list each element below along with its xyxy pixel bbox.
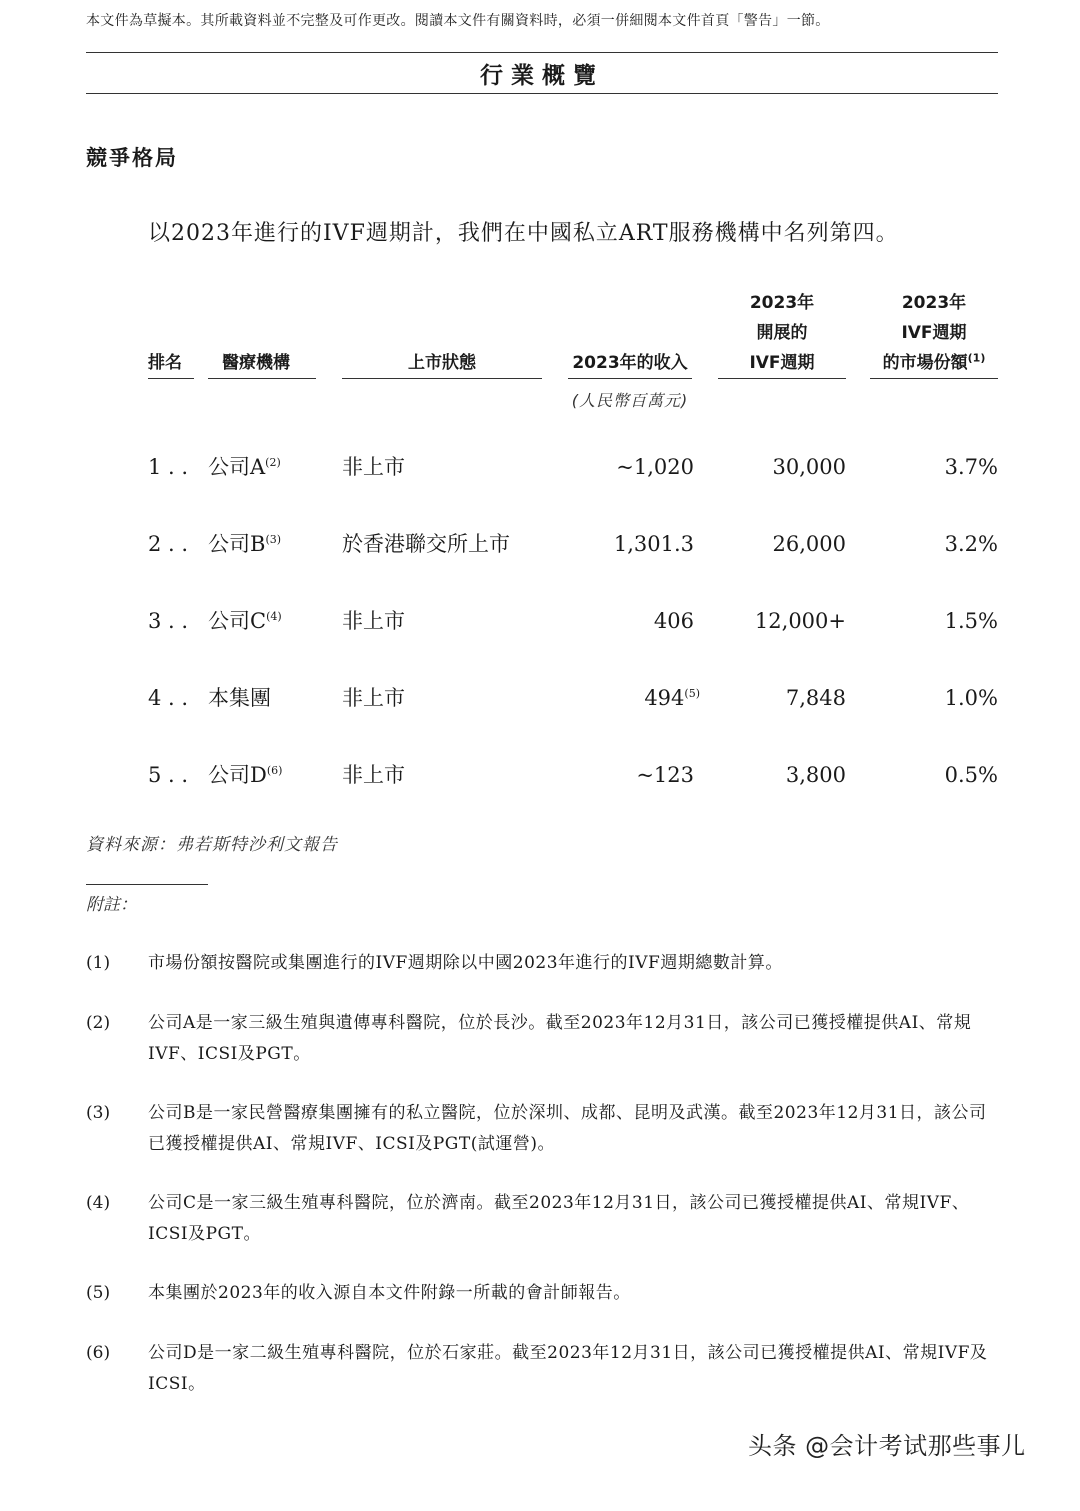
revenue-value: 1,301.3 — [613, 532, 694, 556]
section-title: 競爭格局 — [86, 146, 178, 170]
header-listing-underline — [342, 378, 542, 379]
header-revenue: 2023年的收入 — [572, 353, 688, 373]
row-share: 1.0% — [944, 686, 998, 710]
watermark: 头条 @会计考试那些事儿 — [748, 1432, 1026, 1460]
row-institution — [208, 529, 281, 559]
header-cycles-underline — [718, 378, 846, 379]
notes-label: 附註： — [86, 895, 137, 915]
header-share-line2: IVF週期 — [901, 323, 967, 343]
row-cycles: 7,848 — [785, 686, 846, 710]
row-rank: 5 . . — [148, 763, 189, 787]
footnote-text: 市場份額按醫院或集團進行的IVF週期除以中國2023年進行的IVF週期總數計算。 — [148, 953, 783, 973]
header-rank: 排名 — [148, 353, 182, 373]
row-revenue — [560, 683, 700, 713]
revenue-value: ~123 — [636, 763, 694, 787]
row-rank: 4 . . — [148, 686, 189, 710]
header-share-line3 — [870, 348, 998, 378]
institution-footnote-ref: (3) — [265, 533, 282, 546]
footnote-number: (2) — [86, 1013, 111, 1033]
row-revenue — [560, 760, 694, 790]
institution-name: 公司B — [208, 532, 266, 556]
header-share-label: 的市場份額 — [882, 353, 968, 373]
footnote-number: (1) — [86, 953, 111, 973]
header-cycles-line2: 開展的 — [756, 323, 808, 343]
intro-paragraph: 以2023年進行的IVF週期計，我們在中國私立ART服務機構中名列第四。 — [148, 221, 899, 246]
header-rank-underline — [148, 378, 194, 379]
footnote-text: 本集團於2023年的收入源自本文件附錄一所載的會計師報告。 — [148, 1283, 631, 1303]
page-title: 行業概覽 — [480, 63, 604, 89]
row-share: 3.2% — [944, 532, 998, 556]
revenue-footnote-ref: (5) — [684, 687, 700, 700]
institution-name: 公司C — [208, 609, 267, 633]
row-status: 非上市 — [342, 609, 405, 633]
institution-name: 本集團 — [208, 686, 271, 710]
row-cycles: 30,000 — [772, 455, 846, 479]
source-line: 資料來源：弗若斯特沙利文報告 — [86, 835, 338, 855]
footnote-text: 公司A是一家三級生殖與遺傳專科醫院，位於長沙。截至2023年12月31日，該公司已獲授權提供AI、常規IVF、ICSI及PGT。 — [148, 1013, 972, 1064]
footnote-number: (5) — [86, 1283, 111, 1303]
revenue-unit: (人民幣百萬元) — [571, 391, 689, 410]
draft-notice: 本文件為草擬本。其所載資料並不完整及可作更改。閱讀本文件有關資料時，必須一併細閱本文件首頁「警告」一節。 — [86, 13, 830, 29]
row-revenue — [560, 606, 694, 636]
row-institution — [208, 683, 271, 713]
footnote-text: 公司C是一家三級生殖專科醫院，位於濟南。截至2023年12月31日，該公司已獲授權提供AI、常規IVF、ICSI及PGT。 — [148, 1193, 970, 1244]
institution-name: 公司D — [208, 763, 267, 787]
row-status: 非上市 — [342, 763, 405, 787]
row-share: 0.5% — [944, 763, 998, 787]
row-share: 1.5% — [944, 609, 998, 633]
footnote-text: 公司D是一家二級生殖專科醫院，位於石家莊。截至2023年12月31日，該公司已獲授權提供AI、常規IVF及ICSI。 — [148, 1343, 988, 1394]
header-revenue-underline — [568, 378, 692, 379]
row-cycles: 12,000+ — [754, 609, 846, 633]
footnote-text: 公司B是一家民營醫療集團擁有的私立醫院，位於深圳、成都、昆明及武漢。截至2023年12月31日，該公司已獲授權提供AI、常規IVF、ICSI及PGT(試運營)。 — [148, 1103, 987, 1154]
institution-footnote-ref: (2) — [265, 456, 281, 469]
row-revenue — [560, 529, 694, 559]
footnote-number: (3) — [86, 1103, 111, 1123]
header-rule-top — [86, 52, 998, 53]
revenue-value: 494 — [644, 686, 685, 710]
header-institution: 醫療機構 — [222, 353, 290, 373]
header-share-footnote-ref: (1) — [967, 351, 986, 365]
row-status: 非上市 — [342, 455, 405, 479]
header-institution-underline — [208, 378, 316, 379]
revenue-value: ~1,020 — [616, 455, 694, 479]
row-status: 於香港聯交所上市 — [342, 532, 510, 556]
header-share-line1: 2023年 — [901, 293, 967, 313]
institution-name: 公司A — [208, 455, 266, 479]
row-cycles: 26,000 — [772, 532, 846, 556]
notes-divider — [86, 884, 208, 885]
row-revenue — [560, 452, 694, 482]
header-share-underline — [870, 378, 998, 379]
footnote-number: (6) — [86, 1343, 111, 1363]
institution-footnote-ref: (4) — [266, 610, 282, 623]
revenue-value: 406 — [653, 609, 694, 633]
header-rule-bottom — [86, 93, 998, 94]
row-share: 3.7% — [944, 455, 998, 479]
header-listing: 上市狀態 — [408, 353, 476, 373]
row-cycles: 3,800 — [785, 763, 846, 787]
footnote-number: (4) — [86, 1193, 111, 1213]
institution-footnote-ref: (6) — [266, 764, 283, 777]
row-rank: 2 . . — [148, 532, 189, 556]
row-status: 非上市 — [342, 686, 405, 710]
header-cycles-line3: IVF週期 — [749, 353, 815, 373]
row-institution — [208, 452, 281, 482]
row-institution — [208, 606, 282, 636]
header-cycles-line1: 2023年 — [749, 293, 815, 313]
row-rank: 3 . . — [148, 609, 189, 633]
row-institution — [208, 760, 282, 790]
row-rank: 1 . . — [148, 455, 189, 479]
